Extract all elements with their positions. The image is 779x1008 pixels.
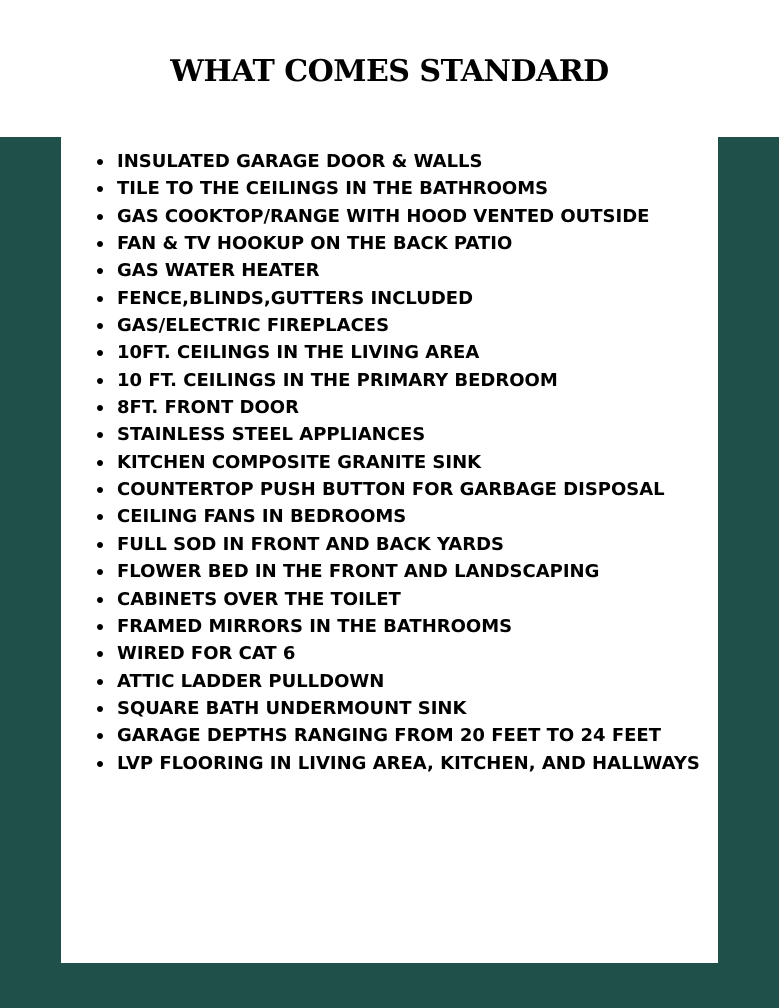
list-item xyxy=(61,586,718,613)
feature-label: GAS COOKTOP/RANGE WITH HOOD VENTED OUTSIDE xyxy=(117,205,650,227)
bullet-icon xyxy=(97,514,103,520)
feature-label: KITCHEN COMPOSITE GRANITE SINK xyxy=(117,451,482,473)
list-item xyxy=(61,668,718,695)
feature-label: FLOWER BED IN THE FRONT AND LANDSCAPING xyxy=(117,561,600,583)
bullet-icon xyxy=(97,569,103,575)
list-item xyxy=(61,558,718,585)
feature-label: 10 FT. CEILINGS IN THE PRIMARY BEDROOM xyxy=(117,369,558,391)
feature-label: FENCE,BLINDS,GUTTERS INCLUDED xyxy=(117,287,474,309)
bullet-icon xyxy=(97,679,103,685)
bullet-icon xyxy=(97,733,103,739)
page-title: WHAT COMES STANDARD xyxy=(170,54,609,89)
feature-label: SQUARE BATH UNDERMOUNT SINK xyxy=(117,697,467,719)
feature-label: FULL SOD IN FRONT AND BACK YARDS xyxy=(117,533,504,555)
list-item xyxy=(61,312,718,339)
bullet-icon xyxy=(97,350,103,356)
list-item xyxy=(61,640,718,667)
feature-label: STAINLESS STEEL APPLIANCES xyxy=(117,424,426,446)
bullet-icon xyxy=(97,542,103,548)
feature-label: TILE TO THE CEILINGS IN THE BATHROOMS xyxy=(117,178,549,200)
feature-label: CABINETS OVER THE TOILET xyxy=(117,588,401,610)
list-item xyxy=(61,750,718,777)
list-item xyxy=(61,449,718,476)
bullet-icon xyxy=(97,706,103,712)
bullet-icon xyxy=(97,214,103,220)
list-item xyxy=(61,285,718,312)
feature-label: GAS/ELECTRIC FIREPLACES xyxy=(117,315,390,337)
list-item xyxy=(61,394,718,421)
list-item xyxy=(61,339,718,366)
feature-label: LVP FLOORING IN LIVING AREA, KITCHEN, AND HALLWAYS xyxy=(117,752,700,774)
list-item xyxy=(61,148,718,175)
feature-label: 8FT. FRONT DOOR xyxy=(117,397,299,419)
list-item xyxy=(61,203,718,230)
bullet-icon xyxy=(97,460,103,466)
bullet-icon xyxy=(97,241,103,247)
feature-label: ATTIC LADDER PULLDOWN xyxy=(117,670,385,692)
bullet-icon xyxy=(97,186,103,192)
feature-label: GARAGE DEPTHS RANGING FROM 20 FEET TO 24 FEET xyxy=(117,725,661,747)
list-item xyxy=(61,421,718,448)
bullet-icon xyxy=(97,296,103,302)
list-item xyxy=(61,695,718,722)
bullet-icon xyxy=(97,597,103,603)
feature-label: WIRED FOR CAT 6 xyxy=(117,643,296,665)
list-item xyxy=(61,230,718,257)
list-item xyxy=(61,722,718,749)
bullet-icon xyxy=(97,651,103,657)
features-panel xyxy=(61,137,718,963)
list-item xyxy=(61,175,718,202)
feature-label: 10FT. CEILINGS IN THE LIVING AREA xyxy=(117,342,480,364)
bullet-icon xyxy=(97,405,103,411)
list-item xyxy=(61,613,718,640)
bullet-icon xyxy=(97,323,103,329)
list-item xyxy=(61,476,718,503)
list-item xyxy=(61,257,718,284)
bullet-icon xyxy=(97,432,103,438)
feature-label: FRAMED MIRRORS IN THE BATHROOMS xyxy=(117,615,513,637)
list-item xyxy=(61,531,718,558)
features-list xyxy=(61,148,718,777)
bullet-icon xyxy=(97,487,103,493)
feature-label: GAS WATER HEATER xyxy=(117,260,320,282)
bullet-icon xyxy=(97,159,103,165)
feature-label: CEILING FANS IN BEDROOMS xyxy=(117,506,407,528)
feature-label: FAN & TV HOOKUP ON THE BACK PATIO xyxy=(117,233,513,255)
bullet-icon xyxy=(97,761,103,767)
feature-label: COUNTERTOP PUSH BUTTON FOR GARBAGE DISPOSAL xyxy=(117,479,665,501)
bullet-icon xyxy=(97,624,103,630)
bullet-icon xyxy=(97,268,103,274)
list-item xyxy=(61,367,718,394)
feature-label: INSULATED GARAGE DOOR & WALLS xyxy=(117,151,483,172)
bullet-icon xyxy=(97,378,103,384)
list-item xyxy=(61,503,718,530)
